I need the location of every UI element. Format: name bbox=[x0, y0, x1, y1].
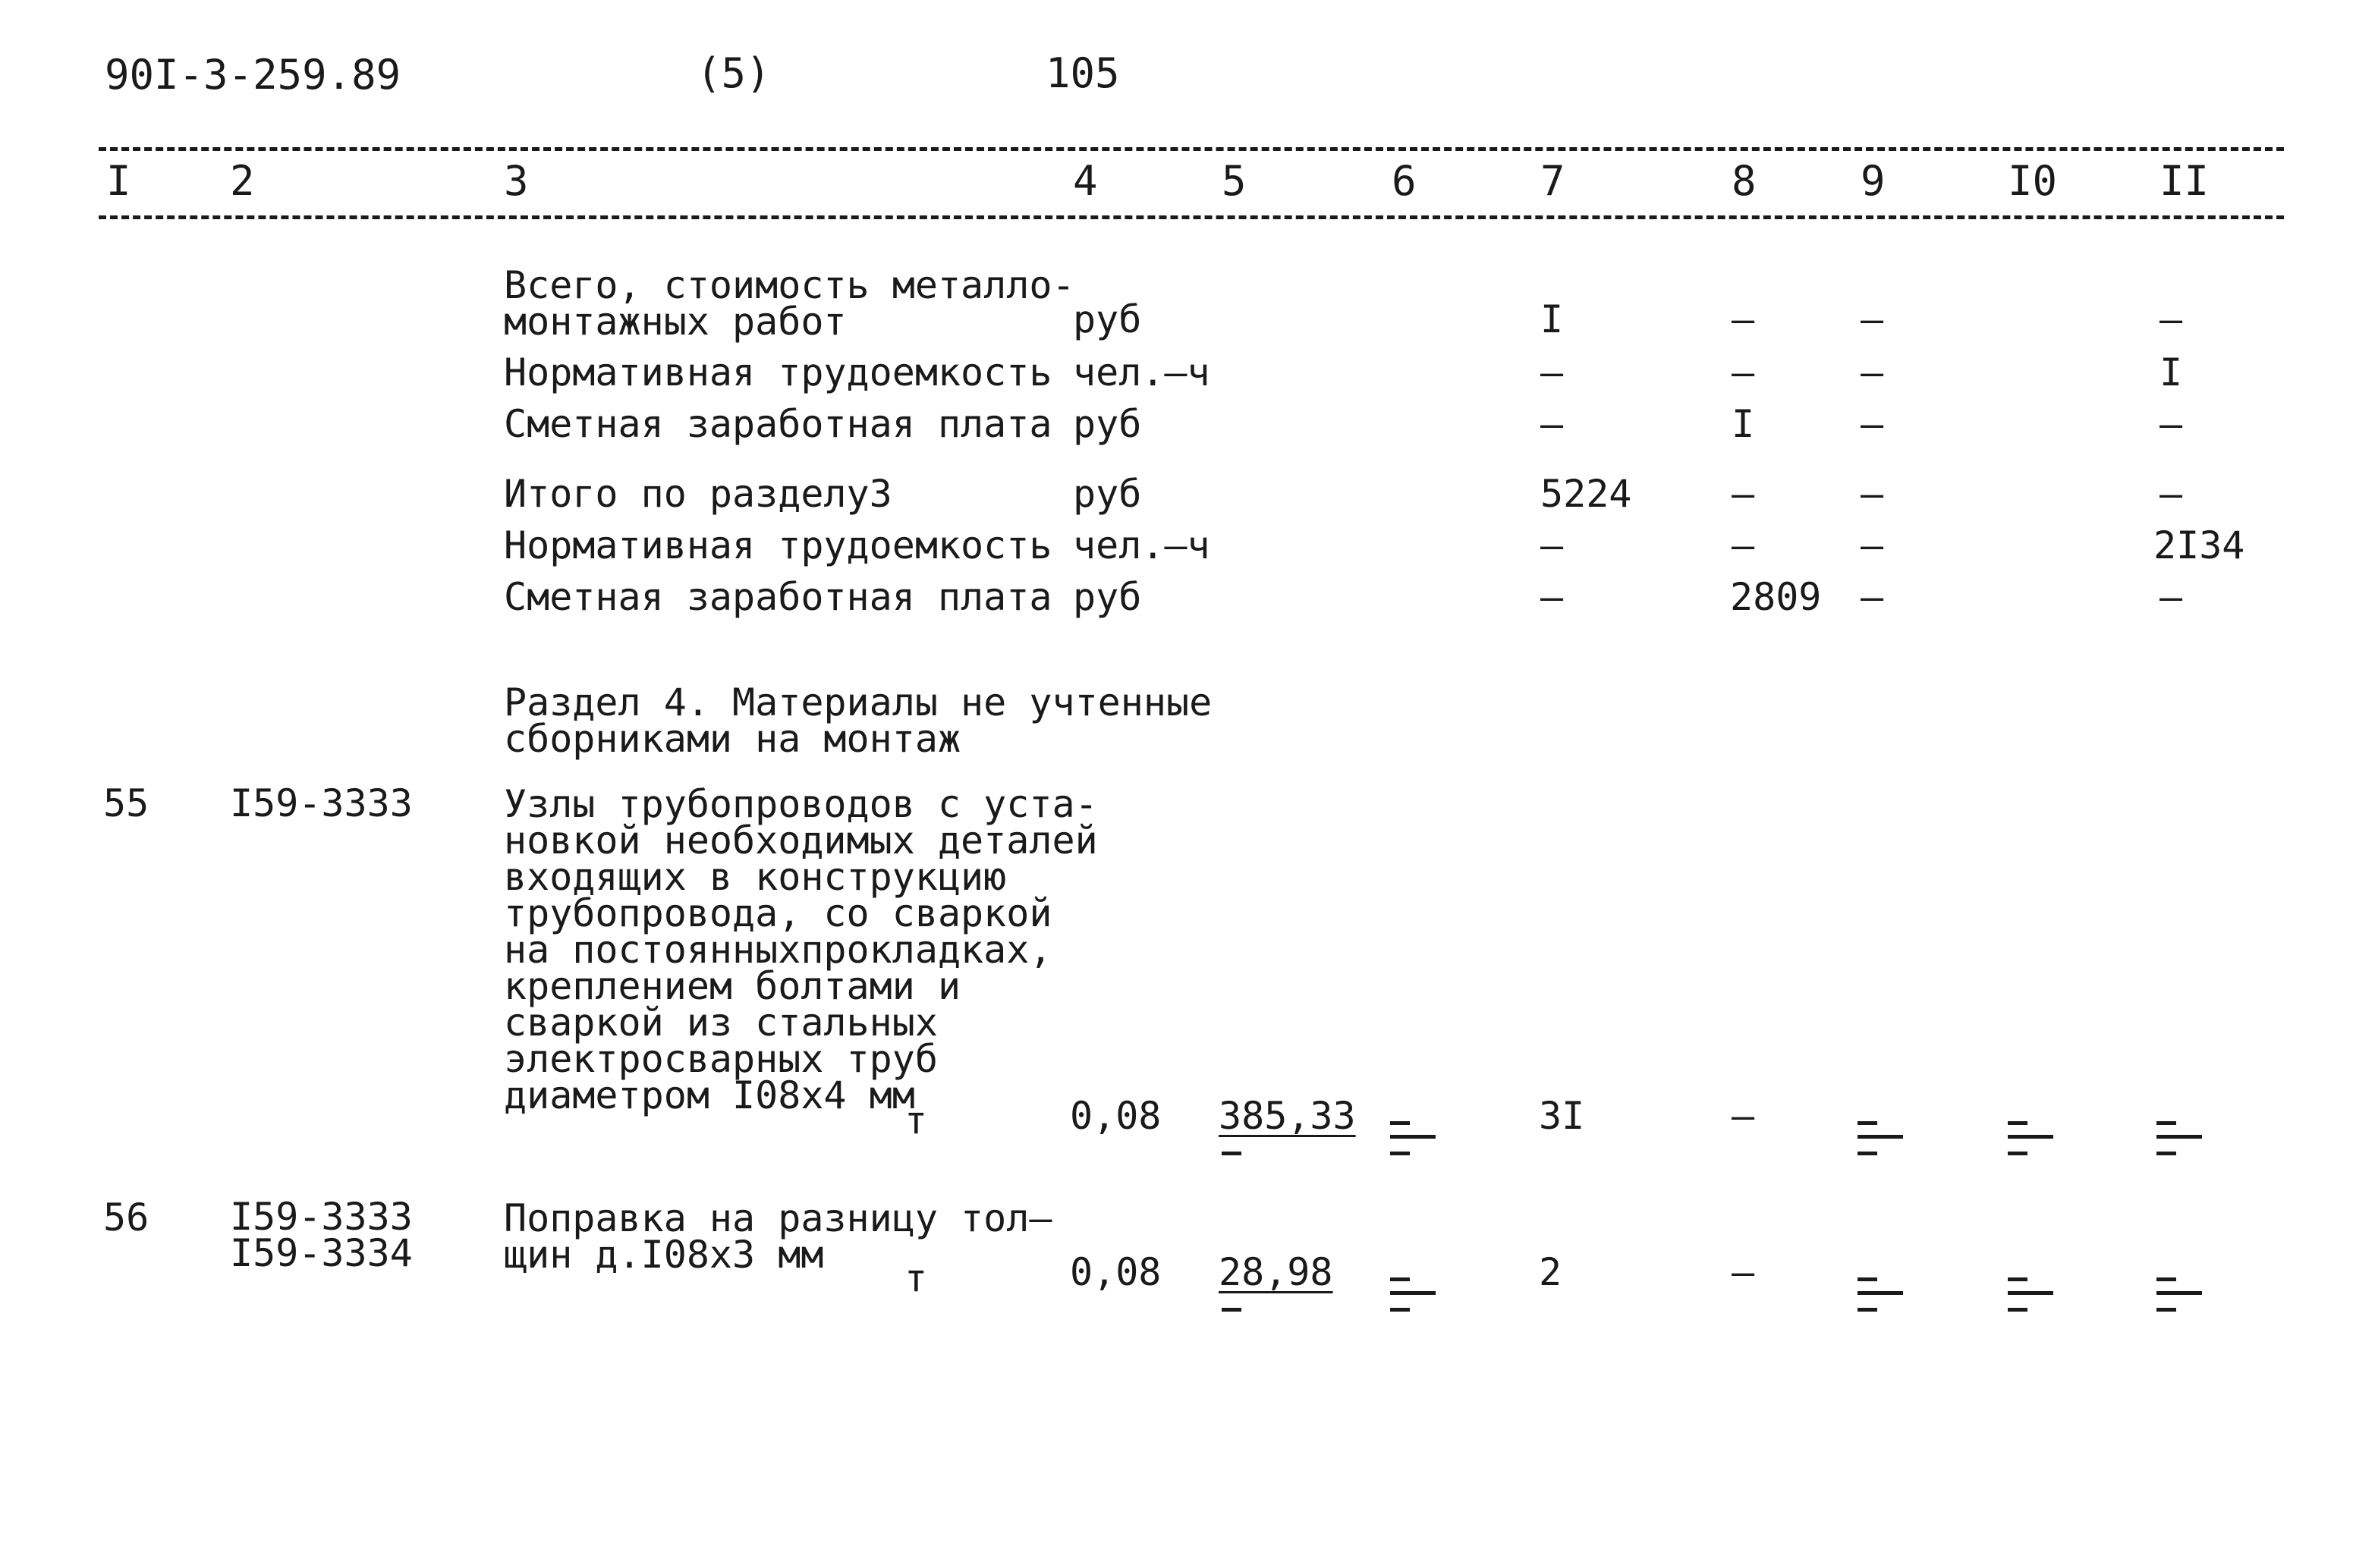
row-description: Узлы трубопроводов с уста- новкой необходимых деталей входящих в конструкцию трубопровода, со сваркой на постоянныхпрокладках, креплением болтами и сваркой из стальных электросварных труб диаметром I08х4 мм bbox=[504, 782, 1098, 1117]
row-number: 56 bbox=[103, 1196, 149, 1240]
summary-row-col8: 2809 bbox=[1730, 575, 1822, 619]
row-col7: 3I bbox=[1539, 1094, 1585, 1138]
summary-row-col7: 5224 bbox=[1540, 472, 1632, 516]
column-header: I bbox=[106, 157, 131, 205]
document-code: 90I-3-259.89 bbox=[105, 51, 401, 99]
column-header: 8 bbox=[1732, 157, 1757, 205]
summary-row-col11: 2I34 bbox=[2153, 523, 2245, 567]
summary-row-col11: – bbox=[2160, 472, 2183, 516]
row-unit: т bbox=[904, 1256, 928, 1300]
summary-row-col11: – bbox=[2160, 575, 2183, 619]
summary-row-col9: – bbox=[1861, 350, 1884, 394]
summary-row-col8: – bbox=[1732, 472, 1755, 516]
row-code: I59-3333 bbox=[230, 781, 413, 825]
summary-row-col11: – bbox=[2160, 297, 2183, 341]
column-header: 6 bbox=[1392, 157, 1417, 205]
row-quantity: 0,08 bbox=[1070, 1250, 1162, 1294]
header-top-rule bbox=[99, 147, 2284, 151]
column-header: I0 bbox=[2008, 157, 2058, 205]
column-header: II bbox=[2160, 157, 2210, 205]
summary-row-col11: I bbox=[2160, 350, 2183, 394]
row-quantity: 0,08 bbox=[1070, 1094, 1162, 1138]
row-price: 385,33 bbox=[1219, 1094, 1356, 1138]
row-col7: 2 bbox=[1539, 1250, 1562, 1294]
section-heading: Раздел 4. Материалы не учтенные сборниками на монтаж bbox=[504, 680, 1213, 761]
summary-row-label: Итого по разделу3 bbox=[504, 472, 892, 516]
summary-row-unit: руб bbox=[1073, 402, 1142, 446]
row-description: Поправка на разницу тол– щин д.I08х3 мм bbox=[504, 1196, 1052, 1277]
summary-row-unit: руб bbox=[1073, 472, 1142, 516]
summary-row-col11: – bbox=[2160, 402, 2183, 446]
summary-row-col9: – bbox=[1861, 472, 1884, 516]
summary-row-col8: – bbox=[1732, 297, 1755, 341]
row-col8: – bbox=[1732, 1250, 1755, 1294]
summary-row-unit: руб bbox=[1073, 297, 1142, 341]
column-header: 5 bbox=[1222, 157, 1247, 205]
summary-row-col7: – bbox=[1540, 402, 1564, 446]
column-header: 7 bbox=[1540, 157, 1565, 205]
row-col8: – bbox=[1732, 1094, 1755, 1138]
summary-row-col8: I bbox=[1732, 402, 1755, 446]
summary-row-col8: – bbox=[1732, 350, 1755, 394]
summary-row-col7: I bbox=[1540, 297, 1564, 341]
summary-row-col9: – bbox=[1861, 402, 1884, 446]
summary-row-unit: руб bbox=[1073, 575, 1142, 619]
summary-row-col8: – bbox=[1732, 523, 1755, 567]
summary-row-unit: чел.–ч bbox=[1073, 350, 1210, 394]
summary-row-label: Нормативная трудоемкость bbox=[504, 350, 1052, 394]
summary-row-label: Всего, стоимость металло- монтажных работ bbox=[504, 263, 1075, 344]
row-price: 28,98 bbox=[1219, 1250, 1333, 1294]
row-code: I59-3333 I59-3334 bbox=[230, 1195, 413, 1275]
column-header: 3 bbox=[504, 157, 529, 205]
page-number: 105 bbox=[1046, 49, 1120, 97]
summary-row-col7: – bbox=[1540, 523, 1564, 567]
row-unit: т bbox=[904, 1098, 928, 1142]
summary-row-col9: – bbox=[1861, 575, 1884, 619]
column-header: 9 bbox=[1861, 157, 1886, 205]
summary-row-label: Сметная заработная плата bbox=[504, 575, 1052, 619]
summary-row-label: Нормативная трудоемкость bbox=[504, 523, 1052, 567]
summary-row-col9: – bbox=[1861, 523, 1884, 567]
summary-row-unit: чел.–ч bbox=[1073, 523, 1210, 567]
summary-row-col7: – bbox=[1540, 350, 1564, 394]
row-number: 55 bbox=[103, 781, 149, 825]
summary-row-col9: – bbox=[1861, 297, 1884, 341]
sheet-number: (5) bbox=[697, 49, 771, 97]
column-header: 2 bbox=[230, 157, 255, 205]
summary-row-col7: – bbox=[1540, 575, 1564, 619]
summary-row-label: Сметная заработная плата bbox=[504, 402, 1052, 446]
header-bottom-rule bbox=[99, 215, 2284, 219]
column-header: 4 bbox=[1073, 157, 1098, 205]
